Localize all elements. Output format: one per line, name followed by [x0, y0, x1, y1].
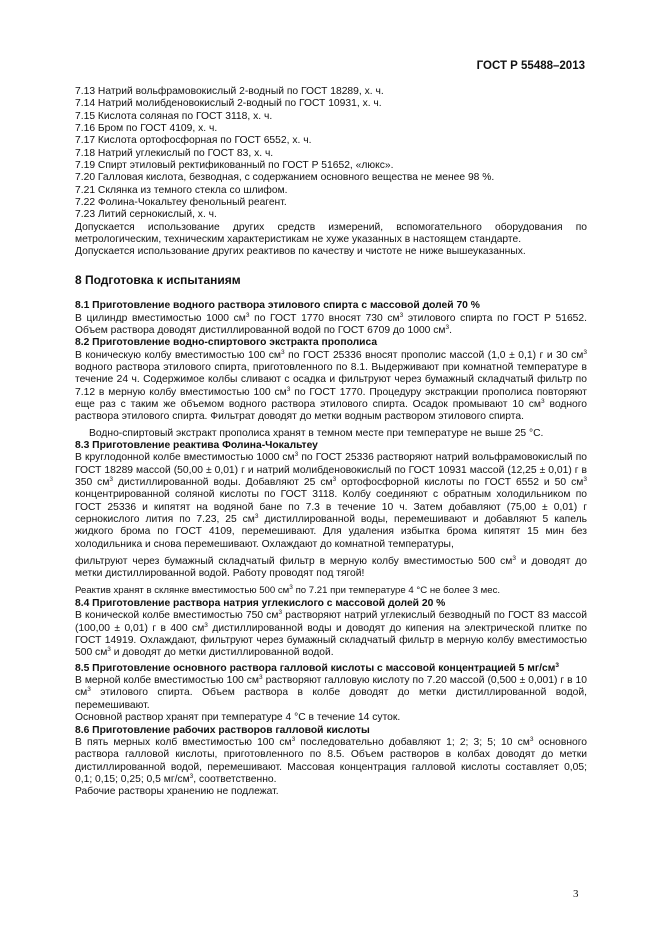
- paragraph: Основной раствор хранят при температуре 4 °С в течение 14 суток.: [75, 712, 401, 724]
- paragraph: В цилиндр вместимостью 1000 $см^3$ по ГОСТ 1770 вносят 730 $см^3$ этилового спирта по ГОСТ Р 51652. Объем раствора доводят дистиллированной водой по ГОСТ 6709 до 1000 $см^3$.: [75, 311, 587, 336]
- section-title: 8 Подготовка к испытаниям: [75, 272, 241, 287]
- paragraph: В конической колбе вместимостью 750 $см^3$ растворяют натрий углекислый безводный по ГОСТ 83 массой (100,00 ± 0,01) г в 400 $см^3$ дистиллированной воды и доводят до кипения на электрической плитке по ГОСТ 14919. Охлаждают, фильтруют через бумажный складчатый фильтр в мерную колбу вместимостью 500 $см^3$ и доводят до метки дистиллированной водой.: [75, 609, 588, 659]
- list-item: 7.17 Кислота ортофосфорная по ГОСТ 6552, х. ч.: [75, 135, 312, 147]
- paragraph: фильтруют через бумажный складчатый фильтр в мерную колбу вместимостью 500 $см^3$ и доводят до метки дистиллированной водой. Работу проводят под тягой!: [75, 555, 587, 580]
- page-number: 3: [573, 888, 579, 900]
- paragraph-allow-reagents: Допускается использование других реактивов по качеству и чистоте не ниже вышеуказанных.: [75, 246, 526, 258]
- list-item: 7.20 Галловая кислота, безводная, с содержанием основного вещества не менее 98 %.: [75, 172, 495, 184]
- paragraph: В коническую колбу вместимостью 100 $см^3$ по ГОСТ 25336 вносят прополис массой (1,0 ± 0,1) г и 30 $см^3$ водного раствора этилового спирта, приготовленного по 8.1. Выдерживают при комнатной температуре в течение 24 ч. Содержимое колбы сливают с осадка и фильтруют через бумажный складчатый фильтр по 7.12 в мерную колбу вместимостью 100 $см^3$ по ГОСТ 1770. Процедуру экстракции прополиса повторяют еще раз с таким же объемом водного раствора этилового спирта. Осадок промывают 10 $см^3$ водного раствора этилового спирта. Фильтрат доводят до метки водным раствором этилового спирта.: [75, 348, 588, 423]
- paragraph: В пять мерных колб вместимостью 100 $см^3$ последовательно добавляют 1; 2; 3; 5; 10 $см^3$ основного раствора галловой кислоты, приготовленного по 8.5. Объем растворов в колбах доводят до метки дистиллированной водой, перемешивают. Массовая концентрация галловой кислоты составляет 0,05; 0,1; 0,15; 0,25; 0,5 $мг/см^3$, соответственно.: [75, 735, 587, 785]
- paragraph: Водно-спиртовый экстракт прополиса хранят в темном месте при температуре не выше 25 °С.: [89, 427, 544, 439]
- list-item: 7.15 Кислота соляная по ГОСТ 3118, х. ч.: [75, 110, 273, 122]
- list-item: 7.21 Склянка из темного стекла со шлифом.: [75, 184, 288, 196]
- subsection-title: 8.6 Приготовление рабочих растворов галловой кислоты: [75, 724, 370, 736]
- paragraph-allow-equipment: Допускается использование других средств измерений, вспомогательного оборудования по метрологическим, техническим характеристикам не хуже указанных в настоящем стандарте.: [75, 221, 587, 246]
- paragraph: Рабочие растворы хранению не подлежат.: [75, 786, 279, 798]
- list-item: 7.23 Литий сернокислый, х. ч.: [75, 209, 217, 221]
- paragraph: Реактив хранят в склянке вместимостью 500 $см^3$ по 7.21 при температуре 4 °С не более 3 мес.: [75, 583, 501, 596]
- subsection-title: 8.5 Приготовление основного раствора галловой кислоты с массовой концентрацией 5 $мг/см^3$: [75, 661, 559, 674]
- page-body: [75, 86, 587, 799]
- subsection-title: 8.2 Приготовление водно-спиртового экстракта прополиса: [75, 337, 378, 349]
- subsection-title: 8.4 Приготовление раствора натрия углекислого с массовой долей 20 %: [75, 598, 446, 610]
- list-item: 7.14 Натрий молибденовокислый 2-водный по ГОСТ 10931, х. ч.: [75, 98, 382, 110]
- subsection-title: 8.3 Приготовление реактива Фолина-Чокальтеу: [75, 439, 318, 451]
- list-item: 7.13 Натрий вольфрамовокислый 2-водный по ГОСТ 18289, х. ч.: [75, 86, 384, 97]
- subsection-title: 8.1 Приготовление водного раствора этилового спирта с массовой долей 70 %: [75, 300, 480, 312]
- document-header: ГОСТ Р 55488–2013: [476, 60, 585, 72]
- paragraph: В круглодонной колбе вместимостью 1000 $см^3$ по ГОСТ 25336 растворяют натрий вольфрамовокислый по ГОСТ 18289 массой (50,00 ± 0,01) г и натрий молибденовокислый по ГОСТ 10931 массой (12,25 ± 0,01) г в 350 $см^3$ дистиллированной воды. Добавляют 25 $см^3$ ортофосфорной кислоты по ГОСТ 6552 и 50 $см^3$ концентрированной соляной кислоты по ГОСТ 3118. Колбу соединяют с обратным холодильником по ГОСТ 25336 и кипятят на водяной бане по 7.3 в течение 10 ч. Затем добавляют (75,00 ± 0,01) г сернокислого лития по 7.23, 25 $см^3$ дистиллированной воды, перемешивают и добавляют 5 капель жидкого брома по ГОСТ 4109, перемешивают. Для удаления избытка брома кипятят 15 мин без холодильника и снова перемешивают. Охлаждают до комнатной температуры,: [75, 451, 587, 550]
- paragraph: В мерной колбе вместимостью 100 $см^3$ растворяют галловую кислоту по 7.20 массой (0,500 ± 0,001) г в 10 $см^3$ этилового спирта. Объем раствора в колбе доводят до метки дистиллированной водой, перемешивают.: [75, 674, 587, 711]
- list-item: 7.19 Спирт этиловый ректификованный по ГОСТ Р 51652, «люкс».: [75, 160, 394, 172]
- list-item: 7.22 Фолина-Чокальтеу фенольный реагент.: [75, 197, 287, 209]
- list-item: 7.16 Бром по ГОСТ 4109, х. ч.: [75, 123, 218, 135]
- list-item: 7.18 Натрий углекислый по ГОСТ 83, х. ч.: [75, 147, 274, 159]
